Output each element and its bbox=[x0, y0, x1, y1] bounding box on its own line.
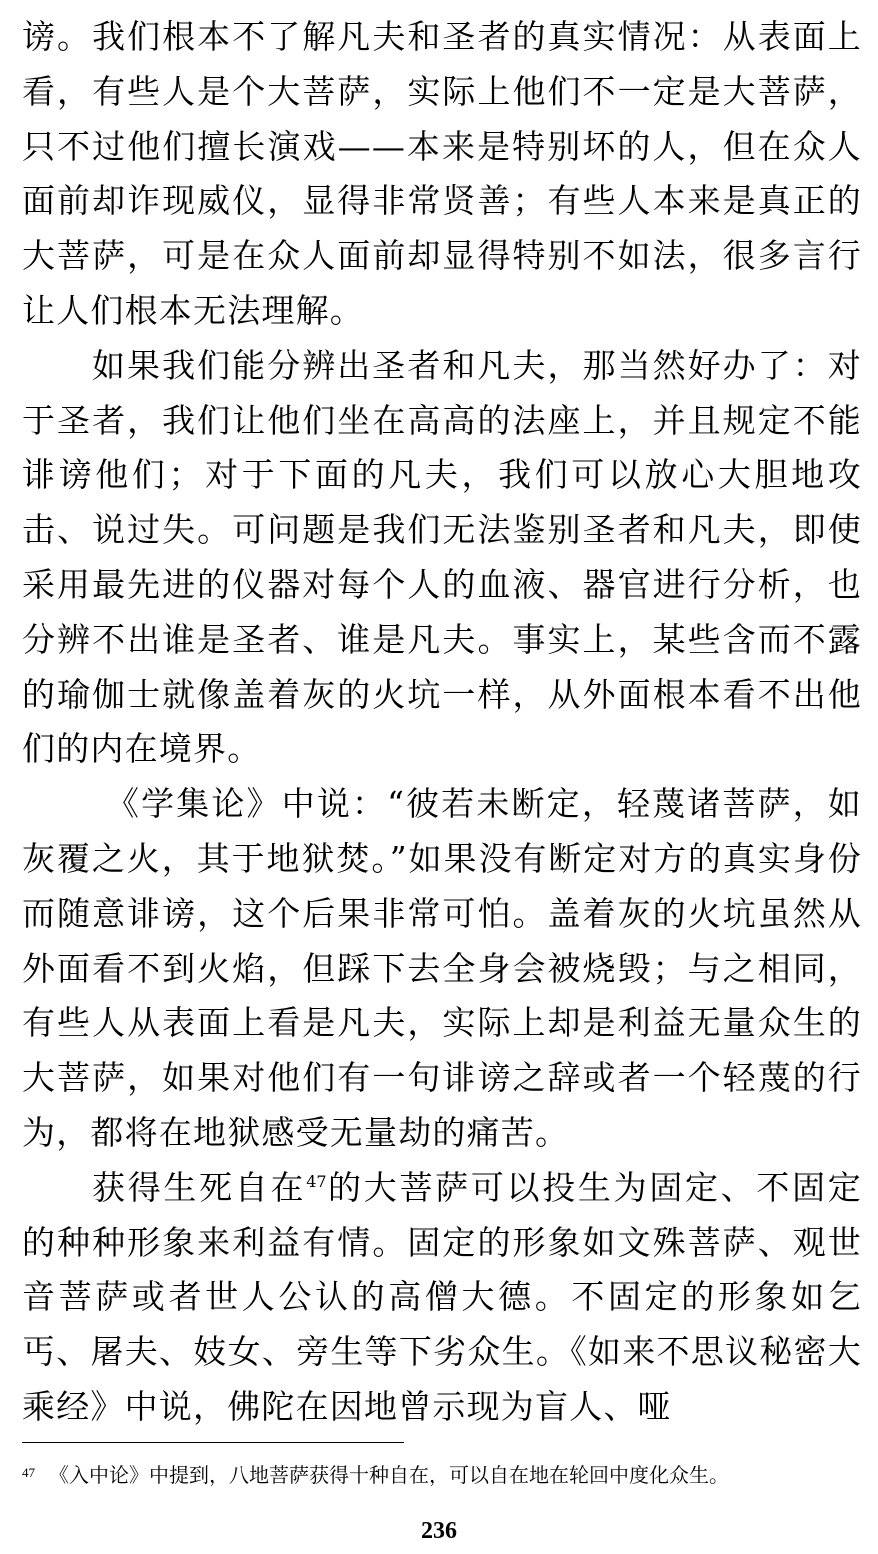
paragraph-3: 《学集论》中说：“彼若未断定，轻蔑诸菩萨，如灰覆之火，其于地狱焚。”如果没有断定对方的真实身份而随意诽谤，这个后果非常可怕。盖着灰的火坑虽然从外面看不到火焰，但踩下去全身会被烧毁；与之相同，有些人从表面上看是凡夫，实际上却是利益无量众生的大菩萨，如果对他们有一句诽谤之辞或者一个轻蔑的行为，都将在地狱感受无量劫的痛苦。 bbox=[22, 784, 862, 1152]
footnote-text: 《入中论》中提到，八地菩萨获得十种自在，可以自在地在轮回中度化众生。 bbox=[49, 1463, 729, 1487]
paragraph-1: 谤。我们根本不了解凡夫和圣者的真实情况：从表面上看，有些人是个大菩萨，实际上他们不一定是大菩萨，只不过他们擅长演戏——本来是特别坏的人，但在众人面前却诈现威仪，显得非常贤善；有些人本来是真正的大菩萨，可是在众人面前却显得特别不如法，很多言行让人们根本无法理解。 bbox=[22, 17, 862, 330]
paragraph-4-start: 获得生死自在 bbox=[92, 1167, 307, 1207]
footnote bbox=[22, 1462, 872, 1488]
footnote-divider bbox=[22, 1442, 404, 1443]
footnote-number: 47 bbox=[22, 1465, 35, 1480]
paragraph-4 bbox=[22, 1161, 862, 1435]
footnote-reference[interactable]: 47 bbox=[306, 1171, 327, 1191]
body-text bbox=[22, 10, 862, 1435]
paragraph-4-rest: 的大菩萨可以投生为固定、不固定的种种形象来利益有情。固定的形象如文殊菩萨、观世音菩萨或者世人公认的高僧大德。不固定的形象如乞丐、屠夫、妓女、旁生等下劣众生。《如来不思议秘密大乘经》中说，佛陀在因地曾示现为盲人、哑 bbox=[22, 1167, 863, 1426]
page-number: 236 bbox=[421, 1518, 457, 1544]
paragraph-2: 如果我们能分辨出圣者和凡夫，那当然好办了：对于圣者，我们让他们坐在高高的法座上，并且规定不能诽谤他们；对于下面的凡夫，我们可以放心大胆地攻击、说过失。可问题是我们无法鉴别圣者和凡夫，即使采用最先进的仪器对每个人的血液、器官进行分析，也分辨不出谁是圣者、谁是凡夫。事实上，某些含而不露的瑜伽士就像盖着灰的火坑一样，从外面根本看不出他们的内在境界。 bbox=[22, 345, 862, 769]
